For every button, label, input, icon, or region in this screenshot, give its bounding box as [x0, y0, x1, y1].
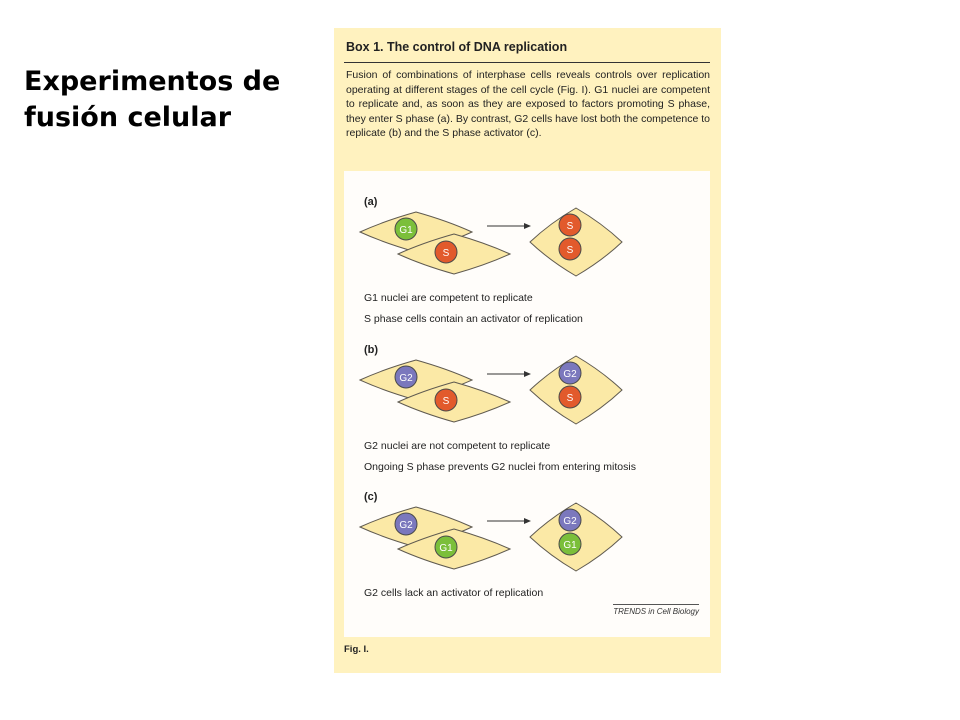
panel-caption: G1 nuclei are competent to replicate — [364, 292, 533, 304]
panel-label: (b) — [364, 344, 379, 356]
panel-caption: Ongoing S phase prevents G2 nuclei from entering mitosis — [364, 461, 636, 473]
nucleus-label: S — [566, 245, 574, 256]
panel-caption: G2 cells lack an activator of replication — [364, 587, 544, 599]
figure-panel — [344, 171, 710, 637]
slide-title: Experimentos de fusión celular — [24, 66, 281, 133]
panel-caption: S phase cells contain an activator of replication — [364, 313, 583, 325]
nucleus-label: G1 — [563, 540, 577, 551]
nucleus-label: S — [566, 221, 574, 232]
nucleus-label: G2 — [563, 516, 577, 527]
nucleus-label: S — [442, 396, 450, 407]
nucleus-label: G1 — [399, 225, 413, 236]
title-rule — [344, 62, 710, 63]
panel-label: (a) — [364, 196, 378, 208]
nucleus-label: G2 — [399, 520, 413, 531]
nucleus-label: G2 — [399, 373, 413, 384]
nucleus-label: G1 — [439, 543, 453, 554]
box-title: Box 1. The control of DNA replication — [346, 40, 568, 54]
figure-label: Fig. I. — [344, 644, 369, 655]
box-1 — [334, 28, 721, 673]
fusion-figure — [344, 171, 710, 637]
nucleus-label: S — [442, 248, 450, 259]
nucleus-label: S — [566, 393, 574, 404]
panel-label: (c) — [364, 491, 378, 503]
box-intro-text: Fusion of combinations of interphase cells reveals controls over replication operating at different stages of the cell cycle (Fig. I). G1 nuclei are competent to replicate and, as soon as they are exposed to factors promoting S phase, they enter S phase (a). By contrast, G2 cells have lost both the competence to replicate (b) and the S phase activator (c). — [346, 69, 710, 139]
panel-caption: G2 nuclei are not competent to replicate — [364, 440, 551, 452]
nucleus-label: G2 — [563, 369, 577, 380]
figure-credit: TRENDS in Cell Biology — [613, 604, 699, 616]
